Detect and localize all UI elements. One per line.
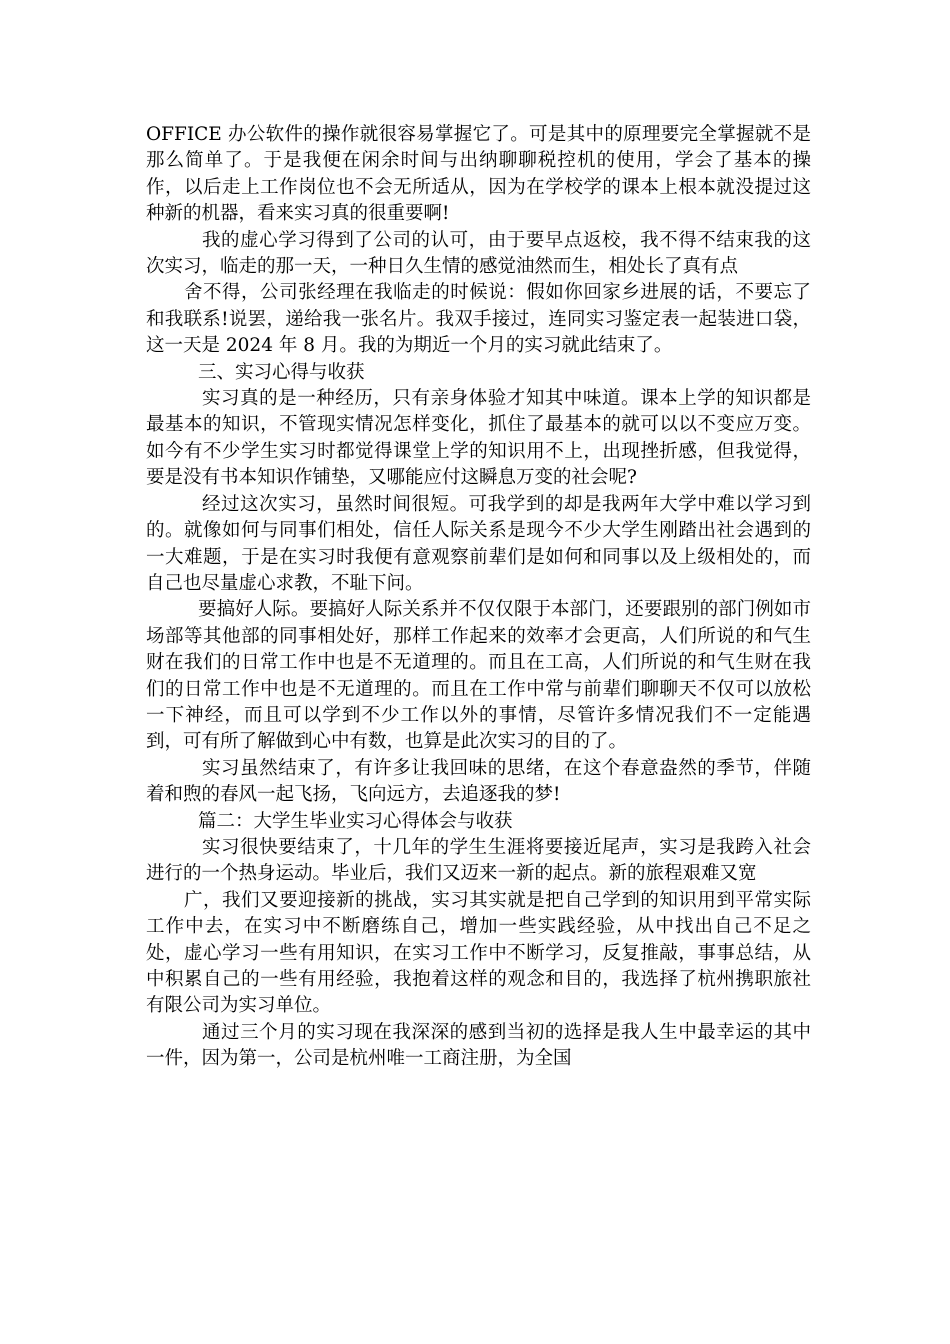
paragraph-three-months: 通过三个月的实习现在我深深的感到当初的选择是我人生中最幸运的其中一件，因为第一，公司是杭州唯一工商注册，为全国 bbox=[146, 1021, 811, 1070]
paragraph-new-challenges: 广，我们又要迎接新的挑战，实习其实就是把自己学到的知识用到平常实际工作中去，在实习中不断磨练自己，增加一些实践经验，从中找出自己不足之处，虚心学习一些有用知识，在实习工作中不断学习，反复推敲，事事总结，从中积累自己的一些有用经验，我抱着这样的观念和目的，我选择了杭州携职旅社有限公司为实习单位。 bbox=[146, 889, 811, 1017]
section-heading-internship-gains: 三、实习心得与收获 bbox=[198, 361, 365, 383]
paragraph-company-recognition: 我的虚心学习得到了公司的认可，由于要早点返校，我不得不结束我的这次实习，临走的那一天，一种日久生情的感觉油然而生，相处长了真有点 bbox=[146, 229, 811, 278]
paragraph-internship-experience: 实习真的是一种经历，只有亲身体验才知其中味道。课本上学的知识都是最基本的知识，不管现实情况怎样变化，抓住了最基本的就可以以不变应万变。如今有不少学生实习时都觉得课堂上学的知识用不上，出现挫折感，但我觉得，要是没有书本知识作铺垫，又哪能应付这瞬息万变的社会呢? bbox=[146, 388, 811, 489]
paragraph-internship-warmup: 实习很快要结束了，十几年的学生生涯将要接近尾声，实习是我跨入社会进行的一个热身运动。毕业后，我们又迈来一新的起点。新的旅程艰难又宽 bbox=[146, 836, 811, 885]
document-body bbox=[146, 122, 811, 1073]
section-heading-article-two: 篇二：大学生毕业实习心得体会与收获 bbox=[198, 810, 513, 832]
paragraph-interpersonal: 要搞好人际。要搞好人际关系并不仅仅限于本部门，还要跟别的部门例如市场部等其他部的同事相处好，那样工作起来的效率才会更高，人们所说的和气生财在我们的日常工作中也是不无道理的。而且在工高，人们所说的和气生财在我们的日常工作中也是不无道理的。而且在工作中常与前辈们聊聊天不仅可以放松一下神经，而且可以学到不少工作以外的事情，尽管许多情况我们不一定能遇到，可有所了解做到心中有数，也算是此次实习的目的了。 bbox=[146, 599, 811, 753]
paragraph-office-software: OFFICE 办公软件的操作就很容易掌握它了。可是其中的原理要完全掌握就不是那么简单了。于是我便在闲余时间与出纳聊聊税控机的使用，学会了基本的操作，以后走上工作岗位也不会无所适从，因为在学校学的课本上根本就没提过这种新的机器，看来实习真的很重要啊! bbox=[146, 124, 811, 225]
paragraph-colleague-relations: 经过这次实习，虽然时间很短。可我学到的却是我两年大学中难以学习到的。就像如何与同事们相处，信任人际关系是现今不少大学生刚踏出社会遇到的一大难题，于是在实习时我便有意观察前辈们是如何和同事以及上级相处的，而自己也尽量虚心求教，不耻下问。 bbox=[146, 493, 811, 594]
paragraph-internship-ending: 实习虽然结束了，有许多让我回味的思绪，在这个春意盎然的季节，伴随着和煦的春风一起飞扬，飞向远方，去追逐我的梦! bbox=[146, 757, 811, 806]
paragraph-reluctant-farewell: 舍不得，公司张经理在我临走的时候说：假如你回家乡进展的话，不要忘了和我联系!说罢，递给我一张名片。我双手接过，连同实习鉴定表一起装进口袋，这一天是 2024 年 8 月。我的为期近一个月的实习就此结束了。 bbox=[146, 282, 812, 357]
